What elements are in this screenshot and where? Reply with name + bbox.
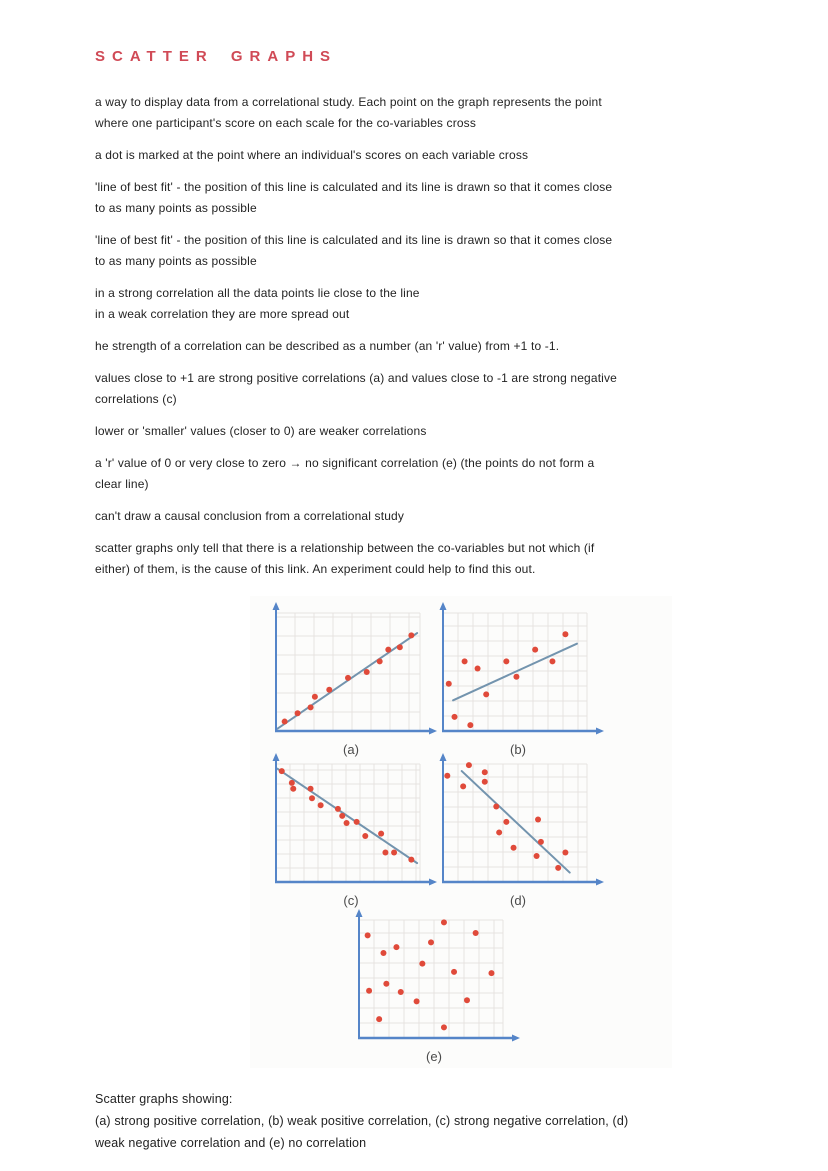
chart-e-label: (e) bbox=[426, 1049, 442, 1064]
scatter-plot-a bbox=[264, 601, 438, 739]
paragraph-values-close bbox=[95, 368, 775, 410]
text-line: 'line of best fit' - the position of this line is calculated and its line is drawn so that it comes close bbox=[95, 180, 613, 194]
scatter-plot-d bbox=[431, 752, 605, 890]
text-line: to as many points as possible bbox=[95, 201, 257, 215]
chart-a-label: (a) bbox=[343, 742, 359, 757]
paragraph-intro bbox=[95, 92, 775, 134]
chart-d-label: (d) bbox=[510, 893, 526, 908]
text-line: in a strong correlation all the data points lie close to the line bbox=[95, 286, 420, 300]
paragraph-line-of-best-fit-1 bbox=[95, 177, 775, 219]
text-line: either) of them, is the cause of this link. An experiment could help to find this out. bbox=[95, 562, 536, 576]
text-line: where one participant's score on each scale for the co-variables cross bbox=[95, 116, 476, 130]
paragraph-causal bbox=[95, 506, 775, 527]
paragraph-relationship bbox=[95, 538, 775, 580]
chart-a bbox=[264, 601, 438, 757]
text-line: in a weak correlation they are more spread out bbox=[95, 307, 350, 321]
chart-c bbox=[264, 752, 438, 908]
paragraph-lower-values bbox=[95, 421, 775, 442]
chart-c-label: (c) bbox=[343, 893, 359, 908]
paragraph-strong-weak bbox=[95, 283, 775, 325]
paragraph-r-value bbox=[95, 336, 775, 357]
chart-b bbox=[431, 601, 605, 757]
chart-b-label: (b) bbox=[510, 742, 526, 757]
caption-line: weak negative correlation and (e) no correlation bbox=[95, 1136, 367, 1150]
text-line: 'line of best fit' - the position of this line is calculated and its line is drawn so that it comes close bbox=[95, 233, 613, 247]
text-line: a dot is marked at the point where an individual's scores on each variable cross bbox=[95, 148, 529, 162]
caption-line: Scatter graphs showing: bbox=[95, 1092, 233, 1106]
scatter-plot-c bbox=[264, 752, 438, 890]
text-line: a way to display data from a correlational study. Each point on the graph represents the point bbox=[95, 95, 602, 109]
paragraph-line-of-best-fit-2 bbox=[95, 230, 775, 272]
text-line: he strength of a correlation can be described as a number (an 'r' value) from +1 to -1. bbox=[95, 339, 560, 353]
paragraph-zero-r bbox=[95, 453, 775, 495]
text-line: can't draw a causal conclusion from a correlational study bbox=[95, 509, 404, 523]
text-line: to as many points as possible bbox=[95, 254, 257, 268]
text-line: a 'r' value of 0 or very close to zero → no significant correlation (e) (the points do not form a bbox=[95, 456, 595, 470]
text-line: scatter graphs only tell that there is a relationship between the co-variables but not which (if bbox=[95, 541, 595, 555]
text-line: correlations (c) bbox=[95, 392, 177, 406]
text-line: lower or 'smaller' values (closer to 0) are weaker correlations bbox=[95, 424, 427, 438]
text-line: values close to +1 are strong positive correlations (a) and values close to -1 are strong negative bbox=[95, 371, 617, 385]
chart-e bbox=[347, 908, 521, 1064]
notes-text-block bbox=[95, 48, 775, 591]
figure-caption bbox=[95, 1088, 628, 1154]
page-title: SCATTER GRAPHS bbox=[95, 48, 338, 65]
scatter-plot-b bbox=[431, 601, 605, 739]
paragraph-dot-marked bbox=[95, 145, 775, 166]
caption-line: (a) strong positive correlation, (b) weak positive correlation, (c) strong negative correlation, (d) bbox=[95, 1114, 629, 1128]
text-line: clear line) bbox=[95, 477, 149, 491]
chart-d bbox=[431, 752, 605, 908]
scatter-plot-e bbox=[347, 908, 521, 1046]
